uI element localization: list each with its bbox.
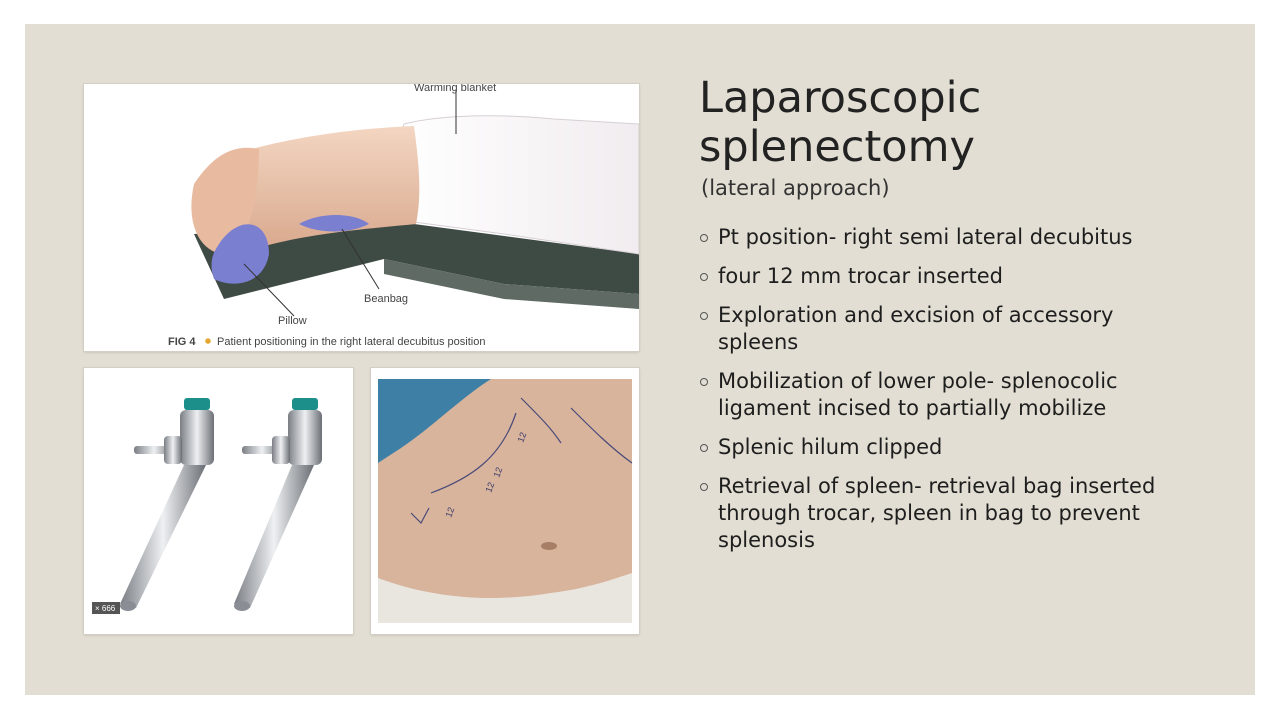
bullet-item	[700, 302, 1170, 356]
bullet-item	[700, 368, 1170, 422]
bullet-text: Pt position- right semi lateral decubitus	[718, 225, 1133, 249]
bullet-circle-icon	[700, 483, 708, 491]
trocar-left	[120, 398, 214, 611]
patient-positioning-illustration	[84, 84, 639, 351]
label-pillow: Pillow	[278, 315, 307, 327]
patient-positioning-figure	[84, 84, 639, 351]
slide-subtitle: (lateral approach)	[701, 176, 890, 200]
bullet-circle-icon	[700, 273, 708, 281]
bullet-circle-icon	[700, 378, 708, 386]
port-mark-2: 12	[491, 465, 505, 479]
caption-dot	[205, 338, 211, 344]
port-mark-4: 12	[443, 505, 457, 519]
umbilicus	[541, 542, 557, 550]
label-warming-blanket: Warming blanket	[414, 84, 497, 94]
bullet-text: Splenic hilum clipped	[718, 435, 943, 459]
bullet-item	[700, 434, 1170, 461]
label-beanbag: Beanbag	[364, 293, 409, 305]
trocar-figure	[84, 368, 353, 634]
trocar-right	[234, 398, 322, 611]
trocar-illustration	[84, 368, 353, 634]
bullet-circle-icon	[700, 234, 708, 242]
abdomen-photo-illustration	[371, 368, 639, 634]
abdomen-port-sites-figure	[371, 368, 639, 634]
bullet-text: Exploration and excision of accessory spleens	[718, 303, 1114, 354]
caption-fig-number: FIG 4	[168, 336, 196, 348]
bullet-list	[700, 224, 1170, 566]
slide	[25, 24, 1255, 695]
bullet-circle-icon	[700, 444, 708, 452]
zoom-badge-text: × 666	[95, 604, 116, 613]
slide-title: Laparoscopic splenectomy	[699, 73, 982, 172]
bullet-item	[700, 224, 1170, 251]
bullet-text: Retrieval of spleen- retrieval bag inserted through trocar, spleen in bag to prevent splenosis	[718, 474, 1156, 552]
bullet-circle-icon	[700, 312, 708, 320]
bullet-text: four 12 mm trocar inserted	[718, 264, 1003, 288]
caption-text: Patient positioning in the right lateral decubitus position	[217, 336, 486, 348]
bullet-item	[700, 473, 1170, 554]
port-mark-3: 12	[483, 480, 497, 494]
bullet-item	[700, 263, 1170, 290]
bullet-text: Mobilization of lower pole- splenocolic ligament incised to partially mobilize	[718, 369, 1118, 420]
port-mark-1: 12	[515, 430, 529, 444]
